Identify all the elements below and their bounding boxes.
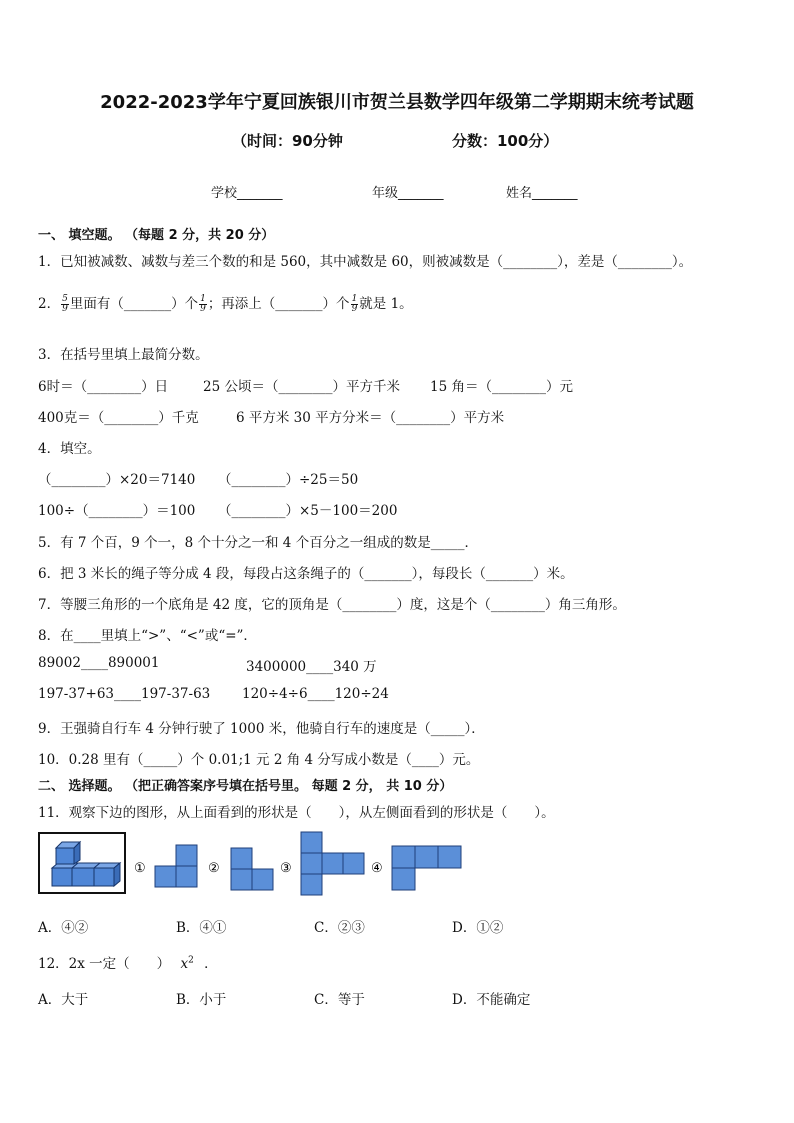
cube — [56, 848, 74, 864]
shape-square — [343, 853, 364, 874]
q2-text-d: 就是 1。 — [359, 296, 413, 312]
q12-option-c: C．等于 — [314, 992, 365, 1008]
fraction — [199, 295, 207, 314]
question-4-item: 100÷（________）＝100 — [38, 503, 196, 519]
question-3-item: 25 公顷＝（________）平方千米 — [203, 379, 400, 395]
shape-square — [231, 869, 252, 890]
question-2 — [38, 292, 413, 314]
shape-square — [415, 846, 438, 868]
shape-square — [301, 832, 322, 853]
question-12 — [38, 952, 218, 972]
name-field: 姓名_______ — [506, 186, 578, 201]
question-11-figures — [38, 830, 468, 902]
question-4-stem: 4．填空。 — [38, 441, 101, 457]
view-shape-4 — [392, 846, 461, 890]
shape-square — [392, 868, 415, 890]
q12-expression: x — [180, 956, 189, 972]
question-3-item: 6 平方米 30 平方分米＝（________）平方米 — [236, 410, 505, 426]
q11-option-a: A．④② — [38, 920, 89, 936]
question-4-item: （________）×5－100＝200 — [218, 503, 398, 519]
section-2-heading: 二、 选择题。 （把正确答案序号填在括号里。 每题 2 分， 共 10 分） — [38, 779, 453, 794]
numerator: 1 — [200, 294, 206, 304]
question-6: 6．把 3 米长的绳子等分成 4 段，每段占这条绳子的（_______），每段长（_______）米。 — [38, 566, 574, 582]
view-shape-1 — [155, 845, 197, 887]
cube — [94, 868, 114, 886]
exam-score: 分数：100分） — [452, 132, 559, 150]
cube — [72, 868, 94, 886]
question-5: 5．有 7 个百，9 个一，8 个十分之一和 4 个百分之一组成的数是_____． — [38, 535, 478, 551]
grade-field: 年级_______ — [372, 186, 444, 201]
page-title: 2022-2023学年宁夏回族银川市贺兰县数学四年级第二学期期末统考试题 — [100, 92, 694, 113]
shape-square — [392, 846, 415, 868]
q11-option-c: C．②③ — [314, 920, 365, 936]
question-8-item: 197-37+63____197-37-63 — [38, 686, 211, 702]
question-8-stem: 8．在____里填上“>”、“<”或“=”． — [38, 628, 257, 644]
q2-text-c: ；再添上（_______）个 — [207, 296, 350, 312]
question-3-stem: 3．在括号里填上最简分数。 — [38, 347, 209, 363]
q12-stem: 12．2x 一定（ ） — [38, 956, 171, 972]
school-field: 学校_______ — [211, 186, 283, 201]
numerator: 5 — [62, 294, 68, 304]
option-label-3: ③ — [280, 861, 292, 876]
question-11-stem: 11．观察下边的图形，从上面看到的形状是（ ），从左侧面看到的形状是（ ）。 — [38, 805, 555, 821]
denominator: 9 — [200, 304, 206, 314]
q2-number: 2． — [38, 296, 61, 312]
question-4-item: （________）÷25＝50 — [218, 472, 359, 488]
question-10: 10．0.28 里有（_____）个 0.01;1 元 2 角 4 分写成小数是（____）元。 — [38, 752, 480, 768]
shape-square — [155, 866, 176, 887]
q12-option-d: D．不能确定 — [452, 992, 531, 1008]
question-3-item: 400克＝（________）千克 — [38, 410, 199, 426]
denominator: 9 — [351, 304, 358, 314]
q12-exponent: 2 — [188, 955, 194, 966]
question-3-item: 15 角＝（________）元 — [430, 379, 573, 395]
question-8-item: 89002____890001 — [38, 655, 160, 671]
cube — [52, 868, 72, 886]
option-label-4: ④ — [371, 861, 383, 876]
shape-square — [176, 845, 197, 866]
option-label-2: ② — [208, 861, 220, 876]
q12-option-b: B．小于 — [176, 992, 227, 1008]
shape-square — [322, 853, 343, 874]
fraction — [351, 295, 359, 314]
option-label-1: ① — [134, 861, 146, 876]
section-1-heading: 一、 填空题。 （每题 2 分，共 20 分） — [38, 228, 275, 243]
question-3-item: 6时＝（________）日 — [38, 379, 169, 395]
q12-option-a: A．大于 — [38, 992, 89, 1008]
question-7: 7．等腰三角形的一个底角是 42 度，它的顶角是（________）度，这是个（________）角三角形。 — [38, 597, 626, 613]
exam-time: （时间：90分钟 — [232, 132, 343, 150]
fraction — [61, 295, 69, 314]
question-4-item: （________）×20＝7140 — [38, 472, 196, 488]
question-9: 9．王强骑自行车 4 分钟行驶了 1000 米，他骑自行车的速度是（_____）． — [38, 721, 485, 737]
view-shape-3 — [301, 832, 364, 895]
q11-option-d: D．①② — [452, 920, 504, 936]
denominator: 9 — [62, 304, 68, 314]
numerator: 1 — [351, 294, 358, 304]
question-8-item: 120÷4÷6____120÷24 — [242, 686, 389, 702]
question-1: 1．已知被减数、减数与差三个数的和是 560，其中减数是 60，则被减数是（________），差是（________）。 — [38, 254, 693, 270]
shape-square — [231, 848, 252, 869]
q12-tail: ． — [204, 956, 218, 972]
shape-square — [252, 869, 273, 890]
shape-square — [301, 874, 322, 895]
question-8-item: 3400000____340 万 — [246, 659, 377, 675]
q2-text-b: 里面有（_______）个 — [69, 296, 199, 312]
shape-square — [438, 846, 461, 868]
view-shape-2 — [231, 848, 273, 890]
shape-square — [176, 866, 197, 887]
shape-square — [301, 853, 322, 874]
cube-figure — [39, 833, 125, 893]
q11-option-b: B．④① — [176, 920, 227, 936]
